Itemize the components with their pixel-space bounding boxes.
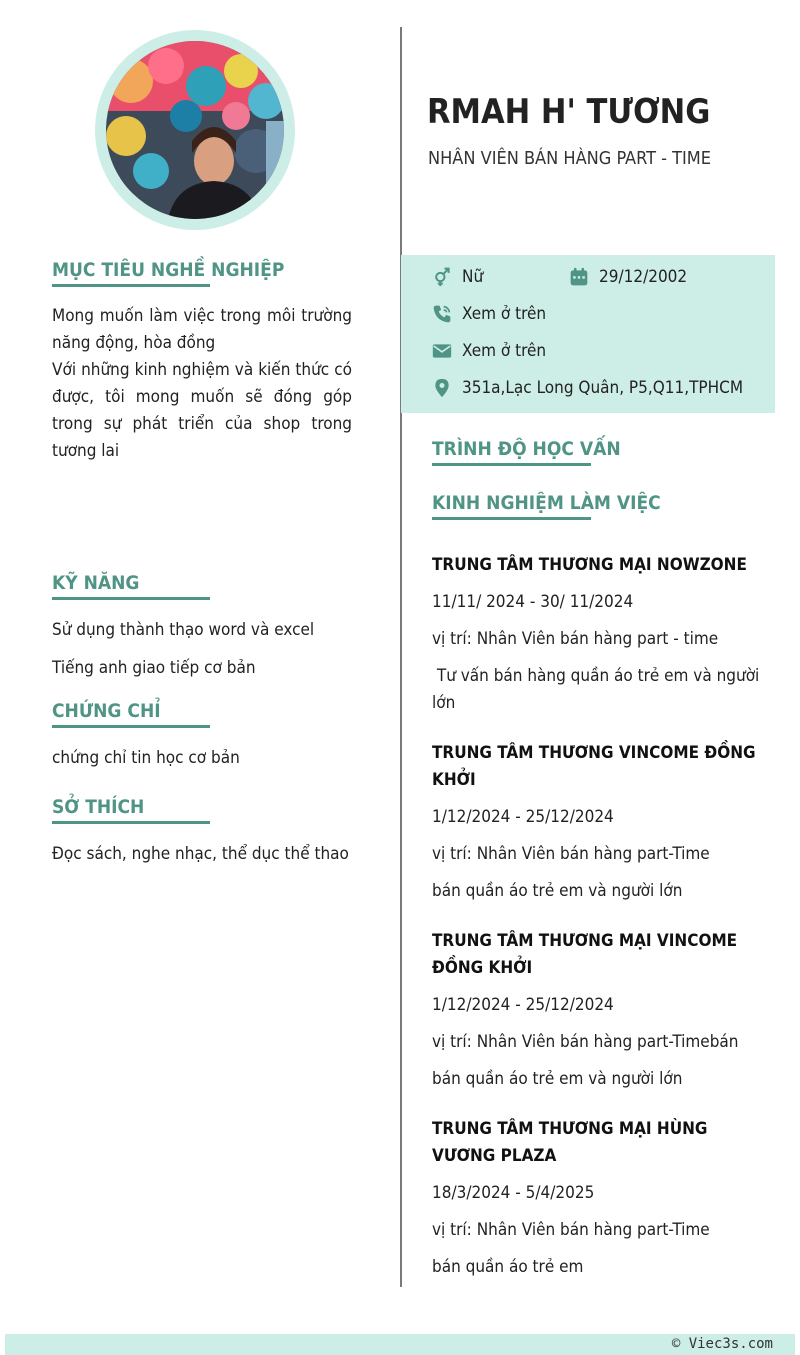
contact-gender — [432, 267, 483, 287]
skill-item: Sử dụng thành thạo word và excel — [52, 620, 315, 640]
contact-birthdate — [569, 267, 687, 287]
objective-title: MỤC TIÊU NGHỀ NGHIỆP — [52, 259, 285, 281]
footer-watermark: © Viec3s.com — [671, 1336, 773, 1352]
job-entry — [432, 740, 762, 905]
gender-icon — [432, 267, 452, 287]
location-icon — [432, 378, 452, 398]
contact-address — [432, 378, 743, 398]
job-period: 1/12/2024 - 25/12/2024 — [432, 807, 614, 827]
hobby-item: Đọc sách, nghe nhạc, thể dục thể thao — [52, 844, 349, 864]
avatar — [95, 30, 295, 230]
job-description: bán quần áo trẻ em — [432, 1257, 584, 1277]
avatar-photo — [106, 41, 284, 219]
certificate-item: chứng chỉ tin học cơ bản — [52, 748, 240, 768]
job-position: vị trí: Nhân Viên bán hàng part-Time — [432, 1220, 710, 1240]
hobbies-rule — [52, 821, 210, 824]
job-period: 11/11/ 2024 - 30/ 11/2024 — [432, 592, 634, 612]
education-title: TRÌNH ĐỘ HỌC VẤN — [432, 438, 621, 460]
objective-text: Mong muốn làm việc trong môi trường năng động, hòa đồng Với những kinh nghiệm và kiến thức có được, tôi mong muốn sẽ đóng góp trong sự phát triển của shop trong tương lai — [52, 306, 352, 461]
objective-rule — [52, 284, 210, 287]
skill-item: Tiếng anh giao tiếp cơ bản — [52, 658, 256, 678]
job-position: vị trí: Nhân Viên bán hàng part-Time — [432, 844, 710, 864]
certificates-section — [52, 699, 352, 768]
email-value: Xem ở trên — [462, 341, 547, 361]
phone-value: Xem ở trên — [462, 304, 547, 324]
email-icon — [432, 341, 452, 361]
candidate-role: NHÂN VIÊN BÁN HÀNG PART - TIME — [428, 148, 711, 169]
job-company: TRUNG TÂM THƯƠNG VINCOME ĐỒNG KHỞI — [432, 743, 756, 790]
job-description: Tư vấn bán hàng quần áo trẻ em và người lớn — [432, 666, 765, 713]
job-description: bán quần áo trẻ em và người lớn — [432, 1069, 683, 1089]
skills-title: KỸ NĂNG — [52, 572, 140, 594]
hobbies-title: SỞ THÍCH — [52, 796, 145, 818]
job-entry — [432, 928, 762, 1093]
skills-section — [52, 571, 352, 678]
address-value: 351a,Lạc Long Quân, P5,Q11,TPHCM — [462, 378, 744, 398]
contact-panel — [401, 255, 775, 413]
gender-value: Nữ — [462, 267, 484, 287]
job-entry — [432, 552, 765, 717]
education-rule — [432, 463, 591, 466]
job-company: TRUNG TÂM THƯƠNG MẠI VINCOME ĐỒNG KHỞI — [432, 931, 738, 978]
skills-rule — [52, 597, 210, 600]
certificates-title: CHỨNG CHỈ — [52, 700, 161, 722]
job-entry — [432, 1116, 762, 1281]
contact-phone — [432, 304, 546, 324]
job-company: TRUNG TÂM THƯƠNG MẠI NOWZONE — [432, 555, 747, 575]
experience-section — [432, 491, 661, 520]
hobbies-section — [52, 795, 352, 864]
job-description: bán quần áo trẻ em và người lớn — [432, 881, 683, 901]
job-position: vị trí: Nhân Viên bán hàng part - time — [432, 629, 719, 649]
column-divider — [400, 27, 402, 1287]
footer-bar — [5, 1334, 795, 1355]
experience-rule — [432, 517, 591, 520]
job-position: vị trí: Nhân Viên bán hàng part-Timebán — [432, 1032, 739, 1052]
job-period: 1/12/2024 - 25/12/2024 — [432, 995, 614, 1015]
job-period: 18/3/2024 - 5/4/2025 — [432, 1183, 595, 1203]
experience-title: KINH NGHIỆM LÀM VIỆC — [432, 492, 661, 514]
candidate-name: RMAH H' TƯƠNG — [427, 92, 711, 132]
contact-email — [432, 341, 546, 361]
education-section — [432, 437, 621, 466]
calendar-icon — [569, 267, 589, 287]
objective-section — [52, 258, 352, 465]
birthdate-value: 29/12/2002 — [599, 267, 688, 287]
experience-list — [432, 552, 765, 1304]
phone-icon — [432, 304, 452, 324]
job-company: TRUNG TÂM THƯƠNG MẠI HÙNG VƯƠNG PLAZA — [432, 1119, 708, 1166]
certificates-rule — [52, 725, 210, 728]
